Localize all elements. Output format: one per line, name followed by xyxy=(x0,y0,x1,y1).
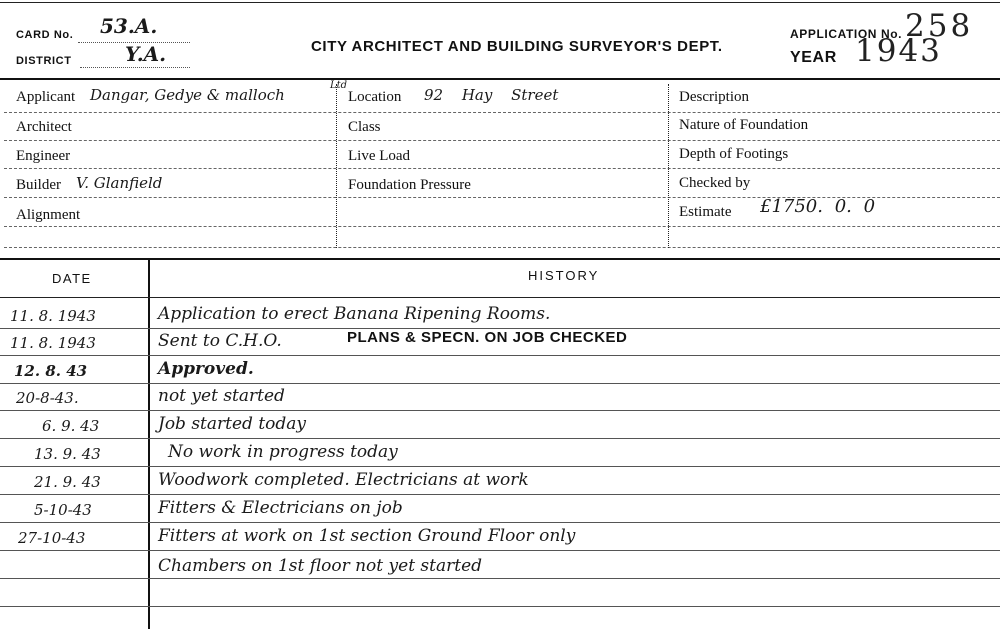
field-row-rule xyxy=(4,168,1000,169)
history-row-text: Sent to C.H.O. xyxy=(158,331,282,351)
date-column-header: DATE xyxy=(52,271,92,286)
class-label: Class xyxy=(348,119,381,135)
district-dotted-line xyxy=(80,67,190,68)
field-row-rule xyxy=(4,226,1000,227)
history-row-rule xyxy=(0,355,1000,356)
history-row-text: Fitters at work on 1st section Ground Floor only xyxy=(158,526,576,546)
history-row-date: 11. 8. 1943 xyxy=(10,307,96,325)
architect-label: Architect xyxy=(16,119,72,135)
history-row-rule xyxy=(0,438,1000,439)
engineer-label: Engineer xyxy=(16,148,71,164)
history-row-text: No work in progress today xyxy=(168,442,398,462)
history-row-date: 11. 8. 1943 xyxy=(10,334,96,352)
history-row-rule xyxy=(0,522,1000,523)
builder-label: Builder xyxy=(16,177,61,193)
top-edge-line xyxy=(0,2,1000,3)
history-row-text: Chambers on 1st floor not yet started xyxy=(158,556,483,576)
history-row-rule xyxy=(0,606,1000,607)
history-row-rule xyxy=(0,578,1000,579)
department-title: CITY ARCHITECT AND BUILDING SURVEYOR'S DEPT. xyxy=(311,38,723,55)
history-row-rule xyxy=(0,550,1000,551)
applicant-suffix: Ltd xyxy=(330,80,348,91)
history-row-date: 21. 9. 43 xyxy=(34,473,101,491)
field-column-separator xyxy=(668,84,669,248)
district-label: DISTRICT xyxy=(16,55,72,67)
applicant-value: Dangar, Gedye & malloch xyxy=(90,86,285,104)
builder-value: V. Glanfield xyxy=(76,174,163,192)
foundation-pressure-label: Foundation Pressure xyxy=(348,177,471,193)
year-label: YEAR xyxy=(790,49,837,66)
field-row-rule xyxy=(4,140,1000,141)
description-label: Description xyxy=(679,89,749,105)
alignment-label: Alignment xyxy=(16,207,81,223)
history-row-text: Application to erect Banana Ripening Rooms. xyxy=(158,304,551,324)
history-row-text: Woodwork completed. Electricians at work xyxy=(158,470,529,490)
history-row-date: 5-10-43 xyxy=(34,501,92,519)
field-column-separator xyxy=(336,84,337,248)
field-row-rule xyxy=(4,247,1000,248)
location-label: Location xyxy=(348,89,402,105)
history-row-text: not yet started xyxy=(158,386,285,406)
card-no-value: 53.A. xyxy=(100,14,158,38)
district-value: Y.A. xyxy=(125,42,167,66)
fields-divider xyxy=(0,258,1000,260)
live-load-label: Live Load xyxy=(348,148,411,164)
header-divider xyxy=(0,78,1000,80)
history-row-text: Job started today xyxy=(158,414,307,434)
date-column-separator xyxy=(148,259,150,629)
checked-by-label: Checked by xyxy=(679,175,751,191)
history-row-date: 13. 9. 43 xyxy=(34,445,101,463)
history-row-rule xyxy=(0,410,1000,411)
nature-of-foundation-label: Nature of Foundation xyxy=(679,117,809,133)
card-no-label: CARD No. xyxy=(16,29,74,41)
history-row-date: 6. 9. 43 xyxy=(42,417,100,435)
history-column-header: HISTORY xyxy=(528,268,600,283)
history-row-date: 12. 8. 43 xyxy=(14,362,88,380)
history-row-date: 20-8-43. xyxy=(16,389,79,407)
history-header-rule xyxy=(0,297,1000,298)
location-value: 92 Hay Street xyxy=(424,86,559,104)
field-row-rule xyxy=(4,112,1000,113)
application-no-label: APPLICATION No. xyxy=(790,27,903,41)
history-row-text: Fitters & Electricians on job xyxy=(158,498,403,518)
history-row-text: Approved. xyxy=(158,359,254,379)
checked-stamp: PLANS & SPECN. ON JOB CHECKED xyxy=(347,329,628,346)
history-row-date: 27-10-43 xyxy=(18,529,86,547)
estimate-value: £1750. 0. 0 xyxy=(760,196,876,217)
application-no-value: 258 xyxy=(905,8,974,44)
history-row-rule xyxy=(0,494,1000,495)
applicant-label: Applicant xyxy=(16,89,76,105)
estimate-label: Estimate xyxy=(679,204,732,220)
depth-of-footings-label: Depth of Footings xyxy=(679,146,789,162)
year-value: 1943 xyxy=(855,33,942,69)
history-row-rule xyxy=(0,383,1000,384)
history-row-rule xyxy=(0,466,1000,467)
